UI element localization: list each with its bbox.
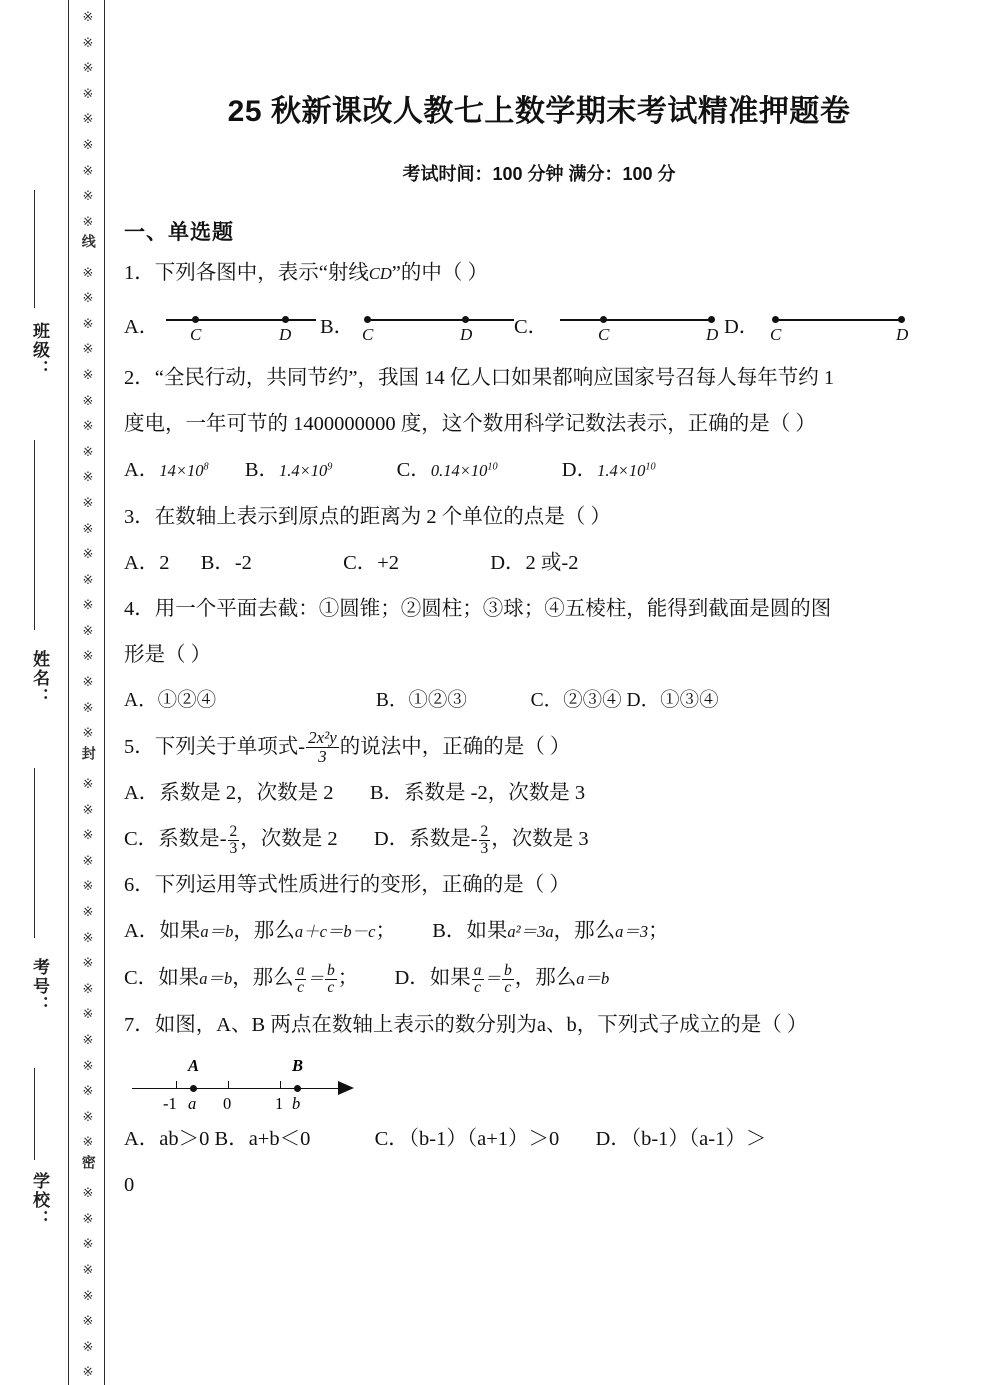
seal-mark: ※ bbox=[82, 366, 94, 382]
question-3-option-c: C．+2 bbox=[343, 552, 400, 574]
question-4-stem-line-1: 4．用一个平面去截：①圆锥；②圆柱；③球；④五棱柱，能得到截面是圆的图 bbox=[124, 598, 832, 620]
question-1-stem-text: 1．下列各图中，表示“射线 bbox=[124, 262, 369, 284]
question-6-options-row-1 bbox=[124, 908, 954, 955]
ray-dot-c-c bbox=[600, 316, 607, 323]
question-5-options-row-1 bbox=[124, 770, 954, 816]
ray-figure-b bbox=[364, 297, 524, 349]
question-2-option-b: B．$1.4\times 10^9$ bbox=[244, 459, 333, 481]
seal-mark: ※ bbox=[82, 1083, 94, 1099]
question-5-stem: 5．下列关于单项式- $\frac{\text{2x²y}}{3}$ 的说法中，正确的是（ ） bbox=[124, 728, 571, 767]
seal-mark: ※ bbox=[82, 801, 94, 817]
question-4-option-d: D．①③④ bbox=[626, 690, 719, 711]
content-column bbox=[124, 0, 954, 1385]
number-line-tick-1 bbox=[280, 1081, 281, 1089]
question-5-fraction-denominator: 3 bbox=[306, 747, 339, 766]
seal-mark: ※ bbox=[82, 341, 94, 357]
ray-point-label-a-c: C bbox=[190, 325, 202, 344]
question-2-stem-line-2: 度电，一年可节的 1400000000 度，这个数用科学记数法表示，正确的是（ ） bbox=[124, 413, 816, 435]
question-7-stem: 7．如图，A、B 两点在数轴上表示的数分别为a、b，下列式子成立的是（ ） bbox=[124, 1014, 808, 1036]
question-5-option-b: B．系数是 -2，次数是 3 bbox=[369, 782, 586, 804]
field-school: 学校： bbox=[30, 1172, 49, 1229]
ray-line-b bbox=[366, 319, 514, 321]
ray-line-d bbox=[774, 319, 902, 321]
seal-mark: ※ bbox=[82, 315, 94, 331]
question-1-stem bbox=[124, 250, 954, 297]
ray-dot-d-c bbox=[772, 316, 779, 323]
question-3-option-a: A．2 bbox=[124, 552, 170, 574]
question-4-option-a: A．①②④ bbox=[124, 690, 217, 711]
seal-mark: ※ bbox=[82, 904, 94, 920]
question-5-option-a: A．系数是 2，次数是 2 bbox=[124, 782, 334, 804]
question-4-option-b: B．①②③ bbox=[375, 690, 467, 711]
number-line-label-a: a bbox=[188, 1094, 197, 1113]
seal-mark: ※ bbox=[82, 264, 94, 280]
seal-mark: ※ bbox=[82, 111, 94, 127]
question-2-option-c: C．$0.14\times 10^{10}$ bbox=[396, 459, 498, 481]
seal-mark: ※ bbox=[82, 136, 94, 152]
seal-mark: ※ bbox=[82, 980, 94, 996]
number-line-point-b-dot bbox=[294, 1085, 301, 1092]
field-exam-number: 考号： bbox=[30, 958, 49, 1015]
ray-dot-d-d bbox=[898, 316, 905, 323]
ray-dot-b-d bbox=[462, 316, 469, 323]
ray-dot-c-d bbox=[708, 316, 715, 323]
seal-mark: ※ bbox=[82, 1313, 94, 1329]
seal-mark: ※ bbox=[82, 290, 94, 306]
ray-point-label-d-c: C bbox=[770, 325, 782, 344]
seal-mark: ※ bbox=[82, 1236, 94, 1252]
divider-below-name bbox=[34, 768, 35, 938]
number-line-point-a-name: A bbox=[188, 1056, 200, 1075]
seal-mark: ※ bbox=[82, 827, 94, 843]
seal-mark: ※ bbox=[82, 469, 94, 485]
ray-line-a bbox=[166, 319, 316, 321]
seal-mark: ※ bbox=[82, 9, 94, 24]
number-line-label-minus-1: -1 bbox=[163, 1094, 177, 1113]
seal-mark: ※ bbox=[82, 1032, 94, 1048]
question-5-option-c: C．系数是- $\frac{2}{3}$ ，次数是 2 bbox=[124, 822, 338, 858]
seal-mark: ※ bbox=[82, 648, 94, 664]
seal-mark: ※ bbox=[82, 1210, 94, 1226]
seal-mark: ※ bbox=[82, 878, 94, 894]
seal-mark: ※ bbox=[82, 546, 94, 562]
seal-word-线: 线 bbox=[80, 234, 97, 249]
ray-dot-a-c bbox=[192, 316, 199, 323]
seal-mark: ※ bbox=[82, 162, 94, 178]
seal-mark: ※ bbox=[82, 1185, 94, 1201]
question-6-option-a: A．如果a＝b，那么a＋c＝b－c； bbox=[124, 920, 396, 942]
seal-mark: ※ bbox=[82, 1287, 94, 1303]
seal-mark: ※ bbox=[82, 443, 94, 459]
seal-mark: ※ bbox=[82, 571, 94, 587]
ray-point-label-a-d: D bbox=[279, 325, 292, 344]
question-7-option-c: C．（b‐1）（a+1）＞0 bbox=[374, 1128, 560, 1150]
number-line-tick-minus-1 bbox=[176, 1081, 177, 1089]
question-3-option-b: B．-2 bbox=[200, 552, 252, 574]
question-5-option-d: D．系数是- $\frac{2}{3}$ ，次数是 3 bbox=[373, 822, 589, 858]
question-1-option-a-label: A． bbox=[124, 316, 160, 338]
question-4-stem-line-2: 形是（ ） bbox=[124, 644, 212, 666]
seal-mark: ※ bbox=[82, 392, 94, 408]
seal-mark: ※ bbox=[82, 699, 94, 715]
ray-point-label-b-c: C bbox=[362, 325, 374, 344]
divider-below-class bbox=[34, 440, 35, 630]
question-5-fraction-numerator: 2x²y bbox=[308, 728, 337, 748]
seal-mark: ※ bbox=[82, 494, 94, 510]
ray-figure-d bbox=[772, 297, 932, 349]
question-5-monomial-fraction bbox=[306, 729, 339, 766]
question-2-option-d: D．$1.4\times 10^{10}$ bbox=[561, 459, 656, 481]
seal-rule-right bbox=[104, 0, 105, 1385]
seal-mark: ※ bbox=[82, 852, 94, 868]
question-2-stem-line-1: 2．“全民行动，共同节约”，我国 14 亿人口如果都响应国家号召每人每年节约 1 bbox=[124, 367, 835, 389]
question-2-option-a: A．$14\times 10^8$ bbox=[124, 459, 209, 481]
seal-mark: ※ bbox=[82, 1364, 94, 1380]
ray-point-label-c-d: D bbox=[706, 325, 719, 344]
seal-mark: ※ bbox=[82, 520, 94, 536]
seal-mark: ※ bbox=[82, 1338, 94, 1354]
ray-dot-b-c bbox=[364, 316, 371, 323]
question-1-option-c-label: C． bbox=[514, 316, 549, 338]
ray-figure-c bbox=[560, 297, 730, 349]
question-4-options bbox=[124, 678, 954, 724]
number-line-label-0: 0 bbox=[223, 1094, 232, 1113]
seal-mark: ※ bbox=[82, 213, 94, 229]
divider-below-exam-number bbox=[34, 1068, 35, 1160]
question-4-option-c: C．②③④ bbox=[530, 690, 622, 711]
exam-meta: 考试时间：100 分钟 满分：100 分 bbox=[402, 164, 676, 184]
field-name: 姓名： bbox=[30, 650, 49, 707]
ray-point-label-d-d: D bbox=[896, 325, 909, 344]
seal-mark: ※ bbox=[82, 929, 94, 945]
seal-mark: ※ bbox=[82, 188, 94, 204]
question-7-option-b: B．a+b＜0 bbox=[214, 1128, 311, 1150]
seal-mark: ※ bbox=[82, 674, 94, 690]
seal-mark: ※ bbox=[82, 955, 94, 971]
question-3-options bbox=[124, 540, 954, 586]
question-2-options bbox=[124, 447, 954, 494]
question-1-figures bbox=[124, 297, 954, 355]
seal-mark: ※ bbox=[82, 1057, 94, 1073]
number-line-point-b-name: B bbox=[292, 1056, 304, 1075]
question-5-options-row-2 bbox=[124, 816, 954, 862]
ray-point-label-c-c: C bbox=[598, 325, 610, 344]
divider-above-class bbox=[34, 190, 35, 308]
seal-marks-column bbox=[72, 4, 104, 1385]
question-6-option-d: D．如果 $\frac{a}{c}$ ＝ $\frac{b}{c}$ ，那么a＝b bbox=[394, 961, 610, 997]
seal-mark: ※ bbox=[82, 725, 94, 741]
question-5-stem-pre: 5．下列关于单项式 bbox=[124, 736, 299, 758]
page-title: 25 秋新课改人教七上数学期末考试精准押题卷 bbox=[227, 95, 851, 128]
seal-mark: ※ bbox=[82, 597, 94, 613]
question-1-option-b-label: B． bbox=[320, 316, 355, 338]
number-line-label-b: b bbox=[292, 1094, 301, 1113]
ray-dot-a-d bbox=[282, 316, 289, 323]
number-line-point-a-dot bbox=[190, 1085, 197, 1092]
seal-mark: ※ bbox=[82, 1262, 94, 1278]
question-6-options-row-2 bbox=[124, 955, 954, 1002]
question-6-stem: 6．下列运用等式性质进行的变形，正确的是（ ） bbox=[124, 874, 570, 896]
ray-figure-a bbox=[166, 297, 326, 349]
ray-point-label-b-d: D bbox=[460, 325, 473, 344]
section-heading-multiple-choice: 一、单选题 bbox=[124, 220, 234, 244]
seal-mark: ※ bbox=[82, 85, 94, 101]
seal-rule-left bbox=[68, 0, 69, 1385]
field-class: 班级： bbox=[30, 322, 49, 379]
seal-mark: ※ bbox=[82, 1108, 94, 1124]
number-line-label-1: 1 bbox=[275, 1094, 284, 1113]
seal-mark: ※ bbox=[82, 776, 94, 792]
question-1-option-d-label: D． bbox=[724, 316, 760, 338]
question-3-stem: 3．在数轴上表示到原点的距离为 2 个单位的点是（ ） bbox=[124, 506, 611, 528]
seal-mark: ※ bbox=[82, 1134, 94, 1150]
ray-line-c bbox=[560, 319, 712, 321]
question-5-stem-post: 的说法中，正确的是（ ） bbox=[339, 736, 571, 758]
seal-mark: ※ bbox=[82, 1006, 94, 1022]
question-3-option-d: D．2 或-2 bbox=[490, 552, 579, 574]
question-1-stem-math: CD bbox=[368, 264, 392, 283]
seal-word-封: 封 bbox=[80, 745, 97, 760]
seal-mark: ※ bbox=[82, 34, 94, 50]
seal-mark: ※ bbox=[82, 60, 94, 76]
seal-word-密: 密 bbox=[80, 1155, 97, 1169]
seal-mark: ※ bbox=[82, 622, 94, 638]
question-7-options-row-1 bbox=[124, 1116, 954, 1162]
question-7-options-row-2: 0 bbox=[124, 1174, 135, 1196]
number-line-arrowhead bbox=[338, 1081, 354, 1095]
question-6-option-b: B．如果a²＝3a，那么a＝3； bbox=[432, 920, 669, 942]
question-7-option-d: D．（b‐1）（a‐1）＞ bbox=[595, 1128, 767, 1150]
question-7-option-a: A．ab＞0 bbox=[124, 1128, 210, 1150]
question-1-stem-tail: ”的中（ ） bbox=[391, 262, 489, 284]
number-line-axis bbox=[132, 1088, 342, 1089]
question-6-option-c: C．如果a＝b，那么 $\frac{a}{c}$ ＝ $\frac{b}{c}$ ； bbox=[124, 961, 359, 997]
question-7-number-line-figure bbox=[124, 1050, 954, 1122]
number-line-tick-0 bbox=[228, 1081, 229, 1089]
seal-mark: ※ bbox=[82, 418, 94, 434]
